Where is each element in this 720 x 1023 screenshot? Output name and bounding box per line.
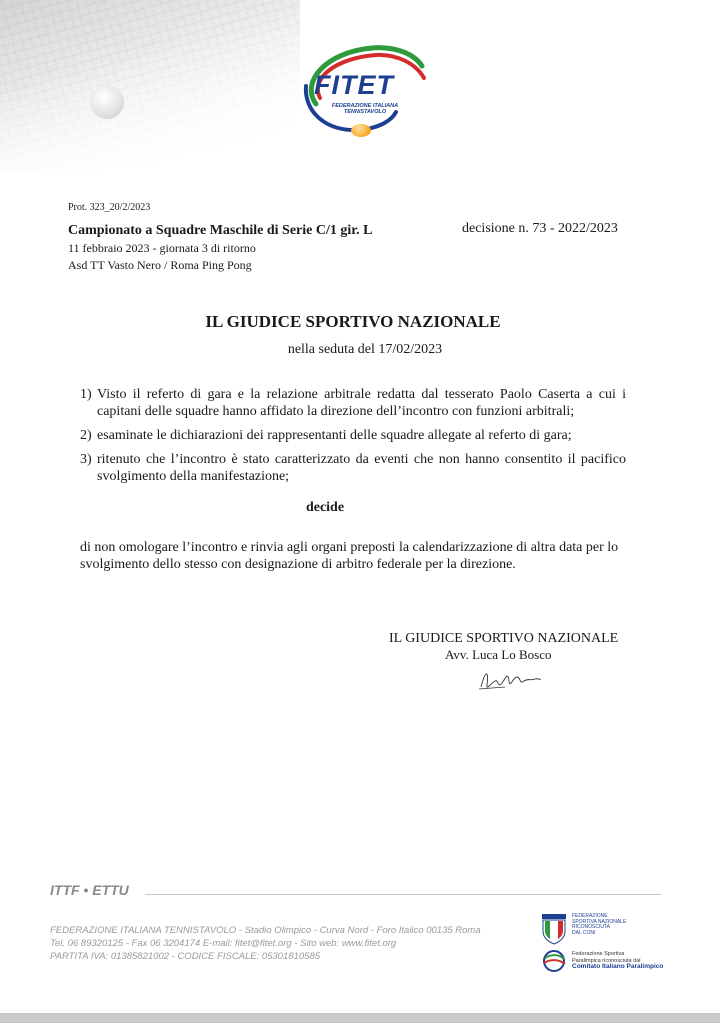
- coni-shield-icon: [541, 913, 567, 945]
- item-text: ritenuto che l’incontro è stato caratterizzato da eventi che non hanno consentito il pacifico svolgimento della manifestazione;: [97, 452, 626, 484]
- logo-subtitle: [310, 103, 420, 115]
- item-number: 2): [80, 428, 92, 443]
- item-number: 3): [80, 452, 92, 467]
- logo-subtitle-line: FEDERAZIONE ITALIANA: [331, 103, 399, 109]
- list-item: [80, 386, 626, 420]
- protocol-number: Prot. 323_20/2/2023: [68, 202, 151, 213]
- coni-text-line: RICONOSCIUTA: [572, 924, 610, 930]
- coni-text-line: SPORTIVA NAZIONALE: [572, 918, 627, 925]
- coni-text-line: DAL CONI: [572, 929, 596, 936]
- fitet-logo: [296, 42, 436, 138]
- logo-subtitle-line: TENNISTAVOLO: [343, 109, 387, 115]
- header-table-net-background: [0, 0, 300, 170]
- item-number: 1): [80, 387, 92, 402]
- document-title: IL GIUDICE SPORTIVO NAZIONALE: [205, 312, 501, 331]
- cip-logo-icon: [541, 949, 567, 973]
- page-bottom-bar: [0, 1013, 720, 1023]
- list-item: [80, 427, 626, 444]
- coni-recognition-text: [572, 914, 626, 936]
- signatory-name: Avv. Luca Lo Bosco: [445, 647, 552, 662]
- decide-heading: decide: [305, 500, 345, 515]
- considerations-list: [80, 386, 626, 492]
- cip-recognition-text: [572, 951, 663, 971]
- coni-text-line: FEDERAZIONE: [572, 913, 608, 919]
- footer-address: FEDERAZIONE ITALIANA TENNISTAVOLO - Stadio Olimpico - Curva Nord - Foro Italico 00135 Roma: [50, 925, 481, 936]
- session-date: nella seduta del 17/02/2023: [287, 342, 443, 357]
- cip-text-line: Comitato Italiano Paralimpico: [572, 963, 664, 970]
- footer-brand: ITTF • ETTU: [50, 882, 129, 898]
- handwritten-signature: [475, 665, 545, 695]
- match-teams: Asd TT Vasto Nero / Roma Ping Pong: [68, 258, 252, 272]
- footer-divider: [145, 894, 661, 895]
- item-text: esaminate le dichiarazioni dei rappresentanti delle squadre allegate al referto di gara;: [97, 428, 572, 443]
- ping-pong-ball-decoration: [90, 85, 124, 119]
- decision-number: decisione n. 73 - 2022/2023: [462, 221, 618, 236]
- verdict-text: di non omologare l’incontro e rinvia agli organi preposti la calendarizzazione di altra data per lo svolgimento dello stesso con designazione di arbitro federale per la direzione.: [80, 540, 619, 572]
- logo-wordmark: FITET: [314, 70, 394, 100]
- logo-ball-icon: [351, 124, 371, 137]
- championship-title: Campionato a Squadre Maschile di Serie C/1 gir. L: [68, 223, 373, 238]
- cip-text-line: Federazione Sportiva: [572, 951, 625, 957]
- signatory-title: IL GIUDICE SPORTIVO NAZIONALE: [389, 631, 619, 646]
- match-date: 11 febbraio 2023 - giornata 3 di ritorno: [68, 241, 256, 255]
- cip-text-line: Paralimpica riconosciuta dal: [572, 957, 641, 964]
- footer-tax-info: PARTITA IVA: 01385821002 - CODICE FISCALE: 05301810585: [50, 951, 321, 962]
- item-text: Visto il referto di gara e la relazione arbitrale redatta dal tesserato Paolo Caserta a cui i capitani delle squadre hanno affidato la direzione dell’incontro con funzioni arbitrali;: [97, 387, 626, 419]
- footer-contacts: Tel. 06 89320125 - Fax 06 3204174 E-mail: fitet@fitet.org - Sito web: www.fitet.org: [50, 938, 397, 949]
- list-item: [80, 451, 626, 485]
